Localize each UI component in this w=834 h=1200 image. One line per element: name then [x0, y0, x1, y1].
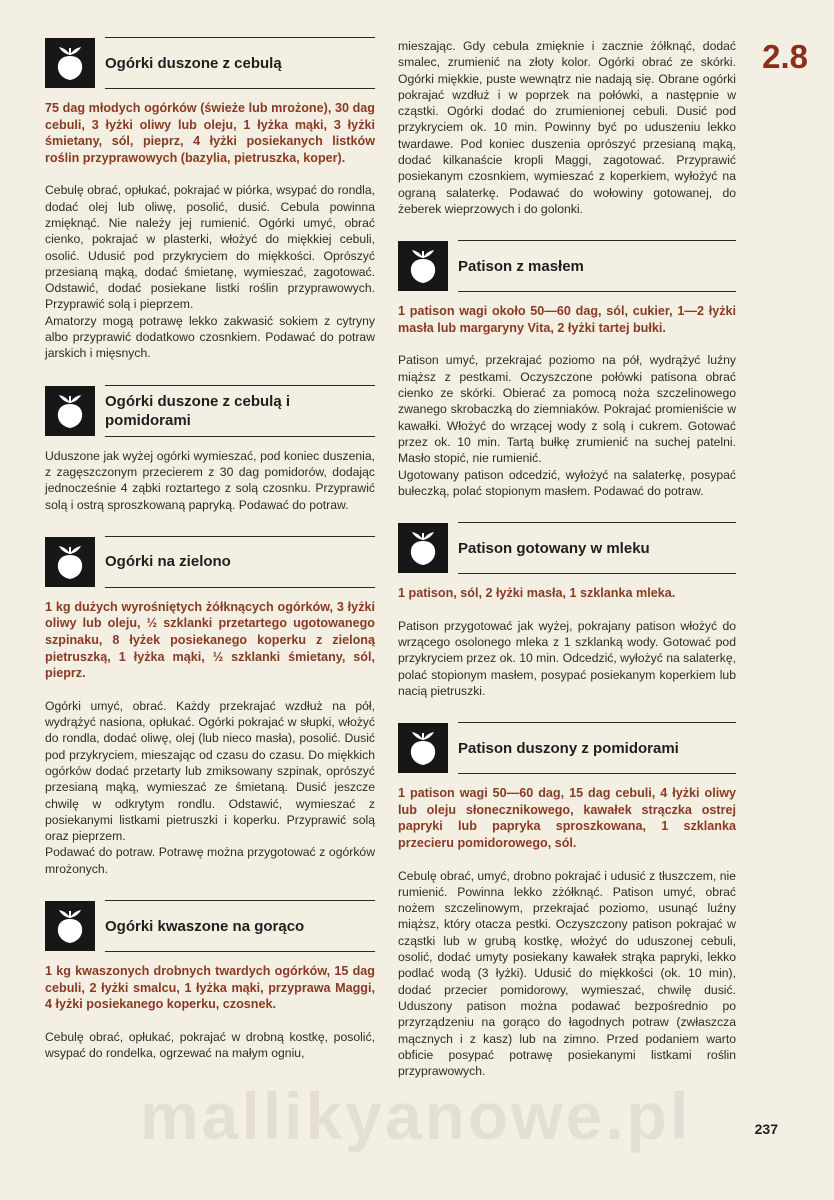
recipe-header [45, 38, 375, 88]
recipe-instructions: Cebulę obrać, opłukać, pokrajać w drobną kostkę, posolić, wsypać do rondelka, ogrzewać na małym ogniu, [45, 1029, 375, 1061]
continued-instructions: mieszając. Gdy cebula zmięknie i zacznie żółknąć, dodać smalec, zrumienić na złoty kolor. Ogórki obrać ze skórki. Ogórki miękkie, puste wewnątrz nie nadają się. Obrane ogórki pokrajać wzdłuż i w poprzek na połówki, a następnie w cząstki. Ogórki dodać do zrumienionej cebuli. Dusić pod przykryciem ok. 10 min. Powinny być po uduszeniu lekko twardawe. Pod koniec duszenia oprószyć przesianą mąką, dodać kilkanaście kropli Maggi, zagotować. Przyprawić posiekanym czosnkiem, wymieszać z koperkiem, wyłożyć na ograną salaterkę. Podawać do wołowiny gotowanej, do żeberek wieprzowych i do golonki. [398, 39, 736, 216]
recipe-instructions: Uduszone jak wyżej ogórki wymieszać, pod koniec duszenia, z zagęszczonym przecierem z 30 dag pomidorów, dodając jednocześnie 4 ząbki roztartego z solą czosnku. Przyprawić solą i ostrą sproszkowaną papryką. Podawać do potraw. [45, 448, 375, 512]
recipe-ogorki-kwaszone [45, 901, 375, 1061]
radish-icon [45, 38, 95, 88]
recipe-ingredients: 1 patison wagi około 50—60 dag, sól, cukier, 1—2 łyżki masła lub margaryny Vita, 2 łyżki tartej bułki. [398, 304, 736, 335]
page-number: 237 [754, 1121, 778, 1137]
recipe-patison-w-mleku [398, 523, 736, 699]
left-column [45, 38, 375, 1061]
recipe-header [45, 386, 375, 436]
recipe-title: Patison gotowany w mleku [458, 522, 736, 574]
recipe-header [398, 523, 736, 573]
recipe-title: Patison z masłem [458, 240, 736, 292]
recipe-title: Ogórki duszone z cebulą [105, 37, 375, 89]
right-column [398, 38, 736, 1079]
recipe-ingredients: 1 patison wagi 50—60 dag, 15 dag cebuli, 4 łyżki oliwy lub oleju słonecznikowego, kawałek strączka ostrej papryki lub papryka sproszkowana, 1 szklanka przecieru pomidorowego, sól. [398, 786, 736, 850]
recipe-instructions: Patison przygotować jak wyżej, pokrajany patison włożyć do wrzącego osolonego mleka z 1 szklanką wody. Gotować pod przykryciem przez ok. 10 min. Odcedzić, wyłożyć na salaterkę, polać stopionym masłem, posypać posiekanym koperkiem lub nacią pietruszki. [398, 618, 736, 698]
recipe-header [45, 901, 375, 951]
recipe-title: Ogórki kwaszone na gorąco [105, 900, 375, 952]
radish-icon [45, 537, 95, 587]
recipe-patison-duszony [398, 723, 736, 1079]
recipe-ingredients: 1 kg kwaszonych drobnych twardych ogórków, 15 dag cebuli, 2 łyżki smalcu, 1 łyżka mąki, przyprawa Maggi, 4 łyżki posiekanego koperku, czosnek. [45, 964, 375, 1012]
recipe-header [45, 537, 375, 587]
recipe-ingredients: 1 patison, sól, 2 łyżki masła, 1 szklanka mleka. [398, 586, 676, 601]
recipe-title: Patison duszony z pomidorami [458, 722, 736, 774]
recipe-title: Ogórki na zielono [105, 536, 375, 588]
radish-icon [398, 523, 448, 573]
recipe-patison-z-maslem [398, 241, 736, 499]
recipe-instructions: Cebulę obrać, umyć, drobno pokrajać i udusić z tłuszczem, nie rumienić. Powinna lekko zżółknąć. Patison umyć, obrać nożem szczelinowym, przekrajać poziomo, usunąć luźny miąższ, który otacza pestki. Oczyszczony patison pokrajać w cząstki lub w grubą kostkę, włożyć do uduszonej cebuli, osolić, dodać umyty posiekany kawałek strąka papryki, lekko podlać wodą (3 łyżki). Udusić do miękkości (ok. 10 min), dodać przecier pomidorowy, wymieszać, chwilę dusić. Uduszony patison można podawać bezpośrednio po przyrządzeniu na gorąco do łagodnych potraw (zwłaszcza mącznych i z kasz) lub na zimno. Przed podaniem warto obficie posypać potrawę posiekanymi listkami roślin przyprawowych. [398, 868, 736, 1079]
chapter-label: 2.8 [762, 38, 808, 75]
radish-icon [398, 723, 448, 773]
recipe-ogorki-duszone [45, 38, 375, 362]
radish-icon [45, 901, 95, 951]
radish-icon [398, 241, 448, 291]
recipe-ingredients: 1 kg dużych wyrośniętych żółknących ogórków, 3 łyżki oliwy lub oleju, ½ szklanki przetartego ugotowanego szpinaku, 8 łyżek posiekanego koperku z zieloną pietruszką, 1 łyżka mąki, ½ szklanki śmietany, sól, pieprz. [45, 599, 375, 681]
recipe-instructions: Patison umyć, przekrajać poziomo na pół, wydrążyć luźny miąższ z pestkami. Oczyszczone połówki patisona obrać cienko ze skórki. Obierać za pomocą noża szczelinowego zwanego skrobaczką do ziemniaków. Pokrajać promieniście w kawałki. Włożyć do wrzącej wody z solą i cukrem. Gotować przez ok. 10 min. Tartą bułkę zrumienić na suchej patelni. Masło stopić, nie rumienić. Ugotowany patison odcedzić, wyłożyć na salaterkę, posypać bułeczką, polać stopionym masłem. Podawać do potraw. [398, 353, 736, 498]
recipe-ogorki-na-zielono [45, 537, 375, 877]
watermark: mallikyanowe.pl [140, 1079, 692, 1153]
recipe-header [398, 723, 736, 773]
recipe-header [398, 241, 736, 291]
recipe-ogorki-z-pomidorami [45, 386, 375, 513]
recipe-instructions: Ogórki umyć, obrać. Każdy przekrajać wzdłuż na pół, wydrążyć nasiona, opłukać. Ogórki pokrajać w słupki, włożyć do rondla, dodać oliwę, olej (lub nieco masła), posolić. Dusić pod przykryciem, mieszając od czasu do czasu. Do miękkich ogórków dodać przetarty lub zmiksowany szpinak, oprószyć przesianą mąką, wymieszać ze śmietaną. Dusić jeszcze chwilę w odkrytym rondlu. Odstawić, wymieszać z posiekanymi listkami pietruszki i koperku. Przyprawić solą oraz pieprzem. Podawać do potraw. Potrawę można przygotować z ogórków mrożonych. [45, 698, 375, 876]
recipe-instructions: Cebulę obrać, opłukać, pokrajać w piórka, wsypać do rondla, dodać olej lub oliwę, posolić, dusić. Cebula powinna zmięknąć. Nie należy jej rumienić. Ogórki umyć, obrać cienko, pokrajać w plasterki, włożyć do miękkiej cebuli, osolić. Udusić pod przykryciem do miękkości. Oprószyć przesianą mąką, dodać śmietanę, wymieszać, zagotować. Odstawić, dodać posiekane listki roślin przyprawowych. Przyprawić solą i pieprzem. Amatorzy mogą potrawę lekko zakwasić sokiem z cytryny albo przyprawić dodatkowo czosnkiem. Podawać do potraw jarskich i mięsnych. [45, 183, 375, 361]
recipe-ingredients: 75 dag młodych ogórków (świeże lub mrożone), 30 dag cebuli, 3 łyżki oliwy lub oleju, 1 łyżka mąki, 3 łyżki śmietany, sól, pieprz, 4 łyżki posiekanych listków roślin przyprawowych (bazylia, pietruszka, koper). [45, 101, 375, 165]
radish-icon [45, 386, 95, 436]
recipe-title: Ogórki duszone z cebulą i pomidorami [105, 385, 375, 437]
